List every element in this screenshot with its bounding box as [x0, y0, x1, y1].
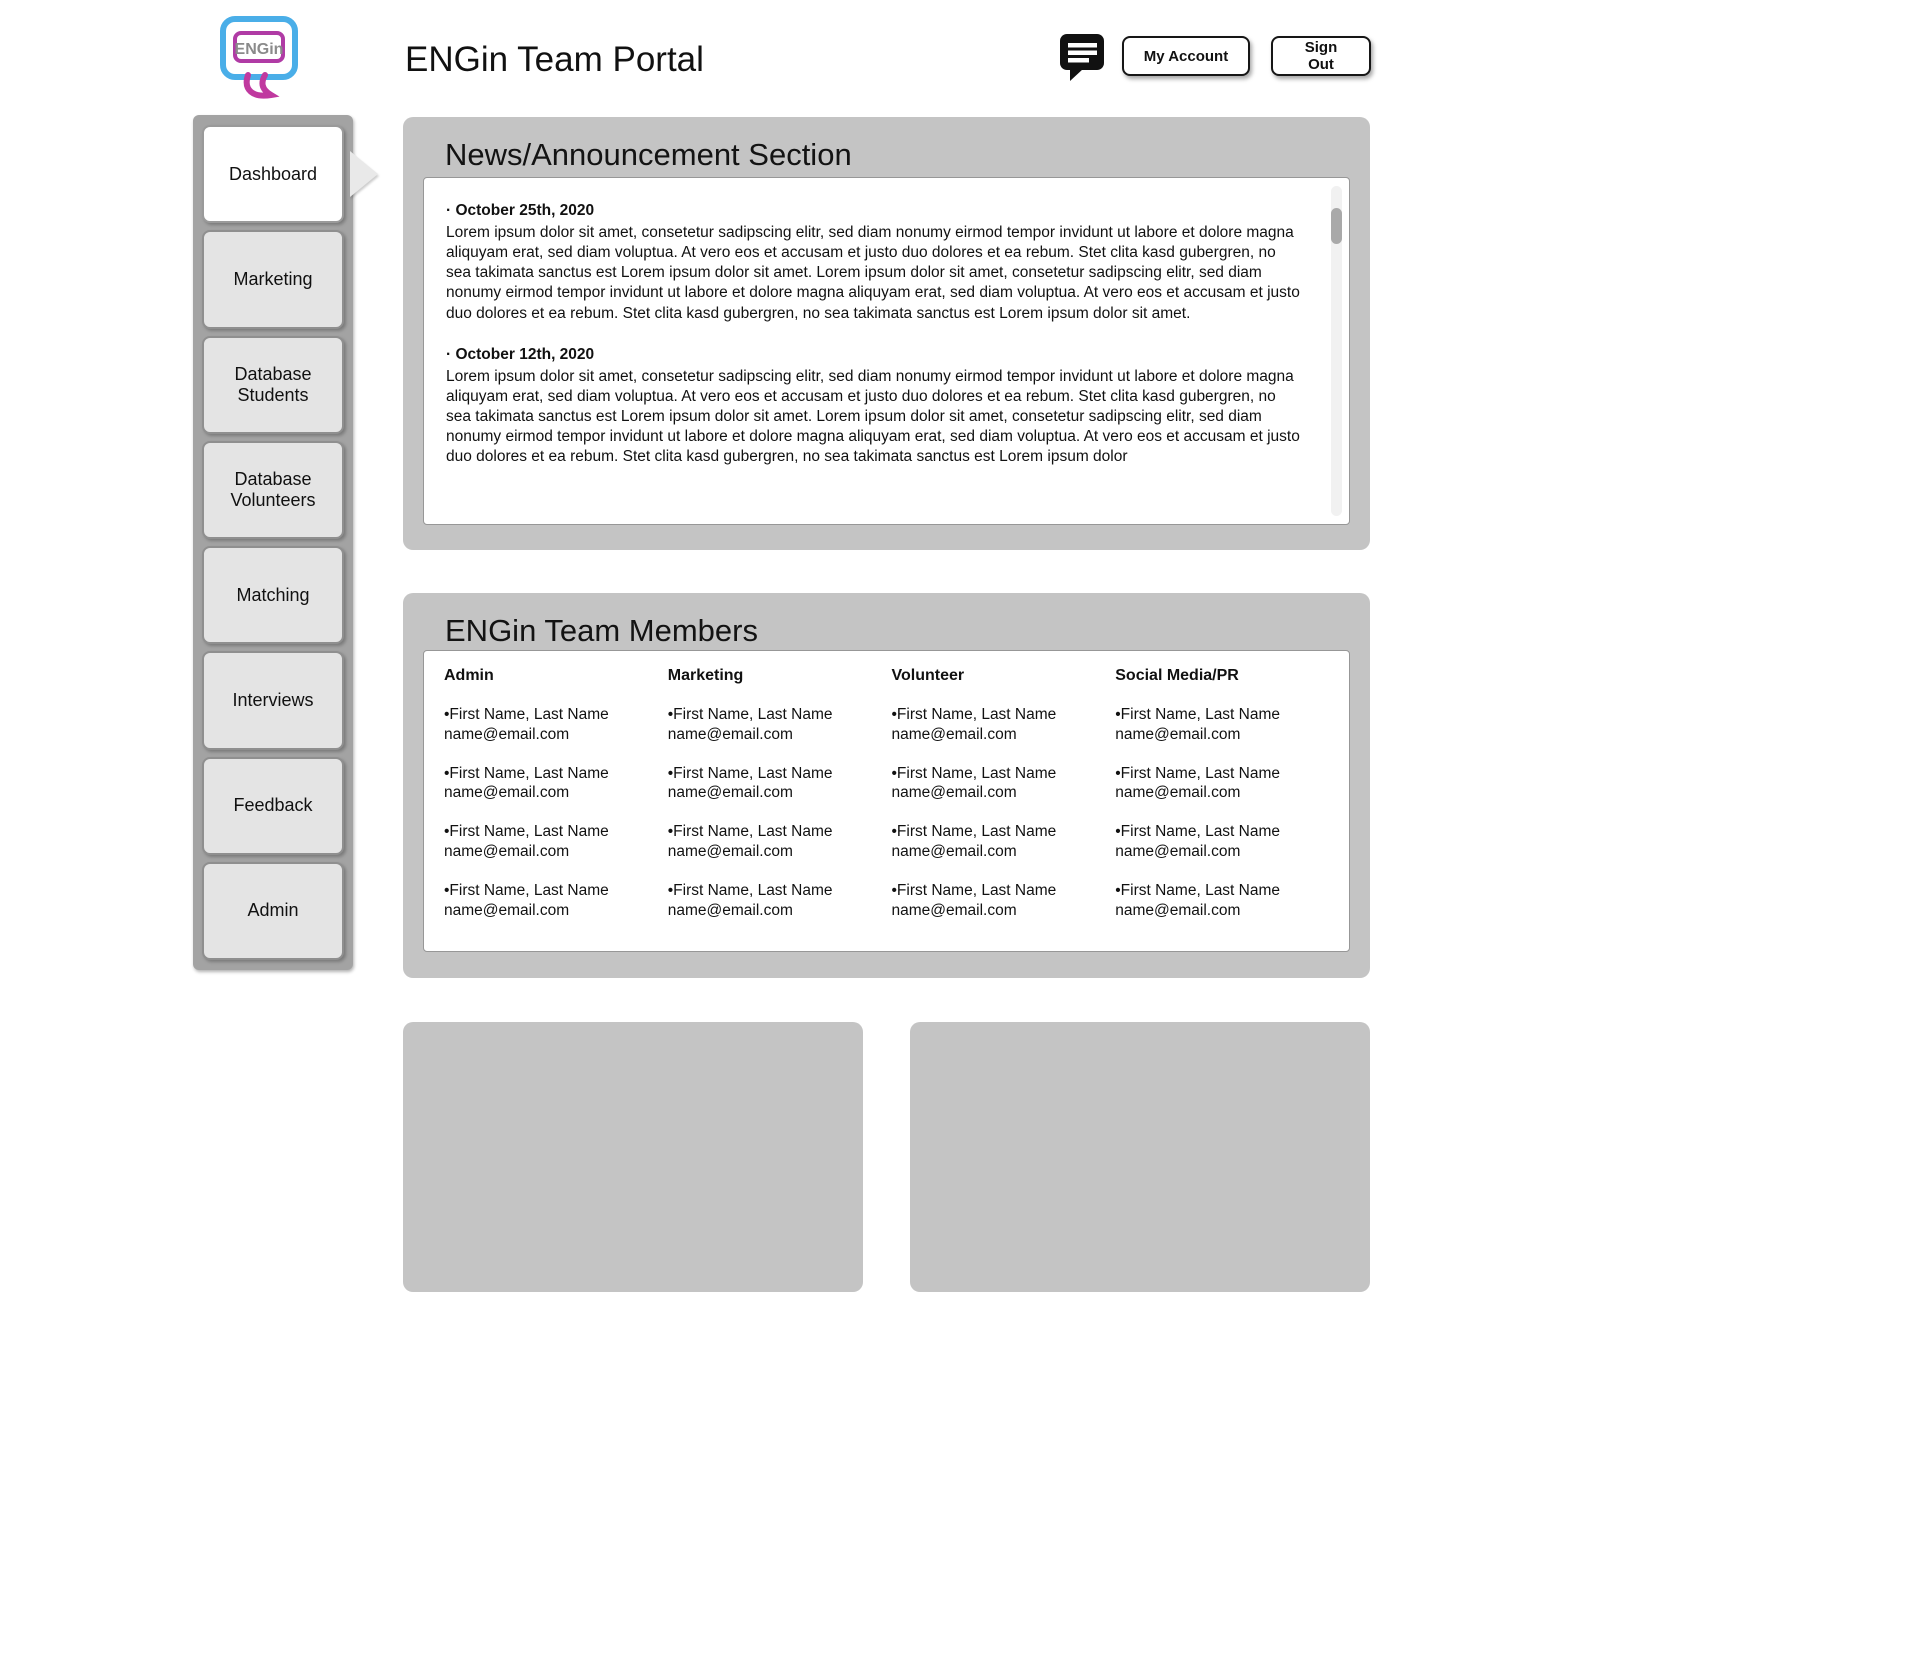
member-name: •First Name, Last Name — [667, 823, 833, 841]
engin-logo-graphic — [216, 14, 302, 106]
sidebar-item-dashboard[interactable]: Dashboard — [202, 125, 344, 223]
team-member — [892, 705, 1116, 745]
member-email: name@email.com — [891, 784, 1017, 802]
team-member — [444, 881, 668, 921]
team-member — [668, 881, 892, 921]
sidebar-item-interviews[interactable]: Interviews — [202, 651, 344, 749]
team-panel — [423, 650, 1350, 952]
team-section — [403, 593, 1370, 978]
member-email: name@email.com — [1115, 725, 1241, 743]
team-column-header: Volunteer — [891, 667, 965, 684]
news-post-body: Lorem ipsum dolor sit amet, consetetur sadipscing elitr, sed diam nonumy eirmod tempor invidunt ut labore et dolore magna aliquyam erat, sed diam voluptua. At vero eos et accusam et justo duo dolores et ea rebum. Stet clita kasd gubergren, no sea takimata sanctus est Lorem ipsum dolor sit amet. Lorem ipsum dolor sit amet, consetetur sadipscing elitr, sed diam nonumy eirmod tempor invidunt ut labore et dolore magna aliquyam erat, sed diam voluptua. At vero eos et accusam et justo duo dolores et ea rebum. Stet clita kasd gubergren, no sea takimata sanctus est Lorem ipsum dolor — [446, 367, 1300, 466]
member-email: name@email.com — [444, 843, 570, 861]
member-name: •First Name, Last Name — [1115, 823, 1281, 841]
member-email: name@email.com — [667, 901, 793, 919]
news-section-title: News/Announcement Section — [445, 137, 852, 172]
member-name: •First Name, Last Name — [891, 881, 1057, 899]
team-member — [1115, 881, 1339, 921]
member-email: name@email.com — [891, 901, 1017, 919]
team-member — [444, 822, 668, 862]
member-email: name@email.com — [444, 901, 570, 919]
member-name: •First Name, Last Name — [891, 764, 1057, 782]
team-column-header: Marketing — [667, 667, 744, 684]
sign-out-button[interactable]: Sign Out — [1271, 36, 1371, 76]
member-name: •First Name, Last Name — [1115, 881, 1281, 899]
team-column-header: Admin — [444, 667, 494, 684]
team-section-title: ENGin Team Members — [445, 613, 758, 648]
team-column-admin — [444, 667, 668, 940]
logo-text: ENGin — [234, 41, 284, 58]
team-member — [1115, 764, 1339, 804]
member-name: •First Name, Last Name — [444, 823, 609, 841]
sidebar-item-marketing[interactable]: Marketing — [202, 230, 344, 328]
team-member — [668, 705, 892, 745]
member-email: name@email.com — [667, 843, 793, 861]
member-email: name@email.com — [891, 843, 1017, 861]
team-member — [444, 705, 668, 745]
news-post-body: Lorem ipsum dolor sit amet, consetetur sadipscing elitr, sed diam nonumy eirmod tempor invidunt ut labore et dolore magna aliquyam erat, sed diam voluptua. At vero eos et accusam et justo duo dolores et ea rebum. Stet clita kasd gubergren, no sea takimata sanctus est Lorem ipsum dolor sit amet. Lorem ipsum dolor sit amet, consetetur sadipscing elitr, sed diam nonumy eirmod tempor invidunt ut labore et dolore magna aliquyam erat, sed diam voluptua. At vero eos et accusam et justo duo dolores et ea rebum. Stet clita kasd gubergren, no sea takimata sanctus est Lorem ipsum dolor sit amet. — [446, 224, 1300, 322]
member-email: name@email.com — [444, 725, 570, 743]
member-name: •First Name, Last Name — [444, 881, 609, 899]
member-name: •First Name, Last Name — [444, 764, 609, 782]
member-email: name@email.com — [891, 725, 1017, 743]
team-member — [668, 822, 892, 862]
sidebar-item-matching[interactable]: Matching — [202, 546, 344, 644]
member-email: name@email.com — [1115, 901, 1241, 919]
member-email: name@email.com — [667, 725, 793, 743]
news-section — [403, 117, 1370, 550]
placeholder-box-right — [910, 1022, 1370, 1292]
member-email: name@email.com — [667, 784, 793, 802]
team-grid — [444, 667, 1339, 940]
sidebar-item-database-students[interactable]: Database Students — [202, 336, 344, 434]
page-title: ENGin Team Portal — [405, 40, 704, 79]
team-member — [444, 764, 668, 804]
team-column-volunteer — [892, 667, 1116, 940]
news-post-date: · October 25th, 2020 — [446, 202, 595, 219]
member-name: •First Name, Last Name — [667, 881, 833, 899]
placeholder-box-left — [403, 1022, 863, 1292]
news-post — [446, 202, 1305, 324]
member-email: name@email.com — [1115, 784, 1241, 802]
team-member — [892, 822, 1116, 862]
sidebar-item-feedback[interactable]: Feedback — [202, 757, 344, 855]
member-name: •First Name, Last Name — [891, 823, 1057, 841]
member-email: name@email.com — [1115, 843, 1241, 861]
news-scrollbar-thumb[interactable] — [1331, 208, 1342, 244]
member-name: •First Name, Last Name — [667, 706, 833, 723]
team-column-marketing — [668, 667, 892, 940]
team-member — [892, 881, 1116, 921]
team-column-social-media-pr — [1115, 667, 1339, 940]
member-name: •First Name, Last Name — [667, 764, 833, 782]
team-member — [1115, 705, 1339, 745]
member-name: •First Name, Last Name — [891, 706, 1057, 723]
news-post — [446, 346, 1305, 468]
team-member — [892, 764, 1116, 804]
news-post-date: · October 12th, 2020 — [446, 345, 595, 363]
team-member — [668, 764, 892, 804]
chat-icon — [1059, 32, 1107, 82]
team-column-header: Social Media/PR — [1115, 667, 1239, 684]
news-panel — [423, 177, 1350, 525]
news-scrollbar[interactable] — [1331, 186, 1342, 516]
sidebar — [193, 115, 353, 970]
member-name: •First Name, Last Name — [1115, 706, 1281, 723]
messages-button[interactable] — [1059, 32, 1107, 82]
member-email: name@email.com — [444, 784, 570, 802]
my-account-button[interactable]: My Account — [1122, 36, 1250, 76]
member-name: •First Name, Last Name — [1115, 764, 1281, 782]
member-name: •First Name, Last Name — [444, 706, 609, 723]
sidebar-item-database-volunteers[interactable]: Database Volunteers — [202, 441, 344, 539]
sidebar-item-admin[interactable]: Admin — [202, 862, 344, 960]
engin-logo — [216, 14, 302, 106]
team-member — [1115, 822, 1339, 862]
